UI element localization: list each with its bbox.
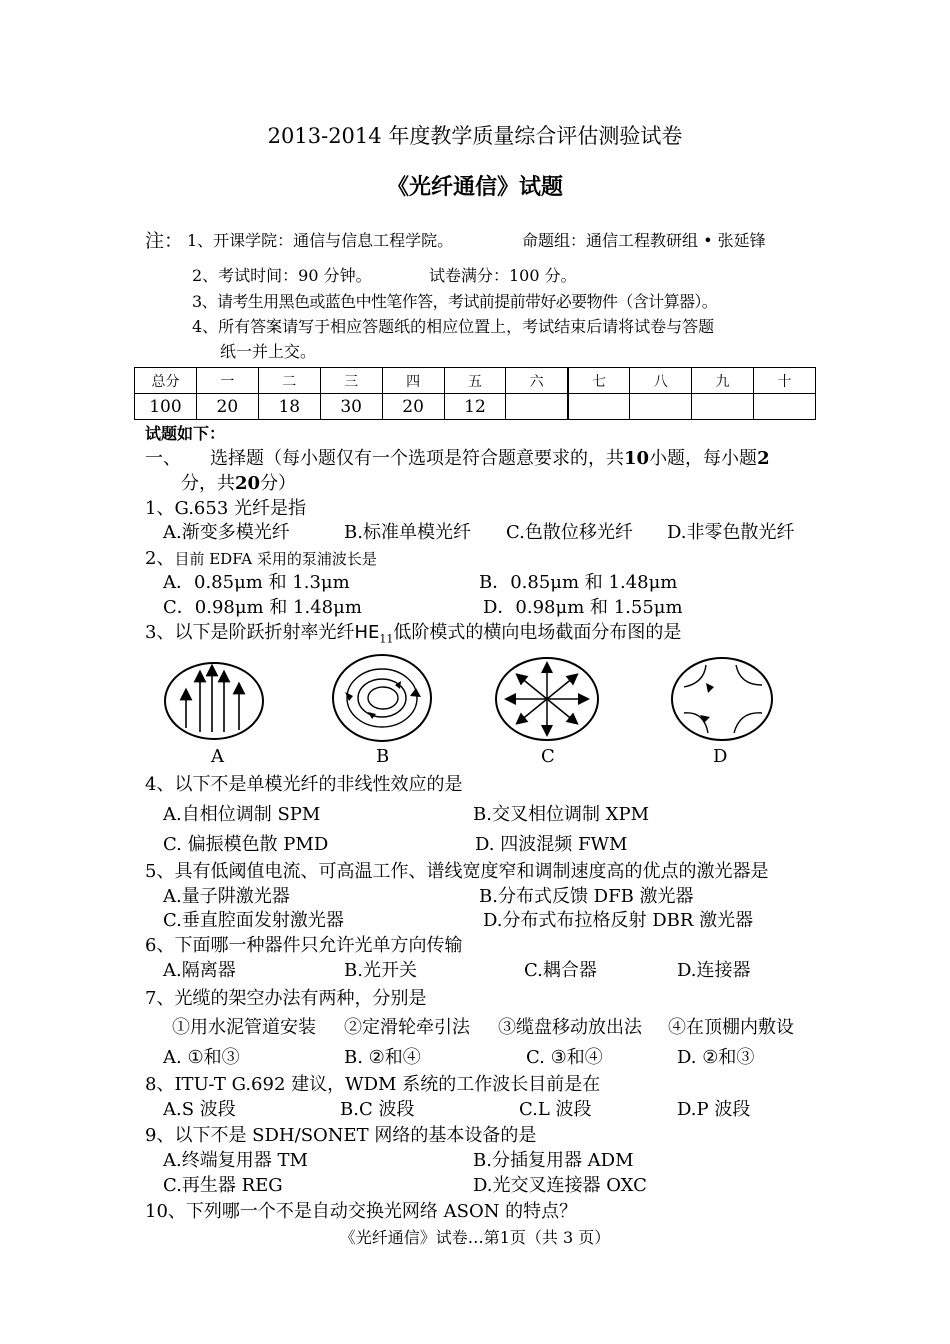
score-value-4: 20 (382, 394, 444, 420)
questions-intro: 试题如下： (145, 424, 226, 443)
score-value-6 (506, 394, 568, 420)
q4-stem: 4、以下不是单模光纤的非线性效应的是 (145, 774, 463, 795)
score-table (134, 367, 816, 420)
score-value-9 (692, 394, 754, 420)
q3-figure-b (330, 652, 434, 744)
note-2-score: 试卷满分：100 分。 (429, 266, 577, 285)
q2-option-a: A．0.85μm 和 1.3μm (163, 572, 350, 593)
score-value-8 (630, 394, 692, 420)
q3-figure-c (494, 655, 600, 743)
q4-option-d: D. 四波混频 FWM (475, 834, 628, 855)
exam-title: 2013-2014 年度教学质量综合评估测验试卷 (267, 124, 683, 148)
section-1-total: 20 (235, 473, 261, 494)
q8-stem: 8、ITU-T G.692 建议，WDM 系统的工作波长目前是在 (145, 1074, 601, 1095)
q10-stem: 10、下列哪一个不是自动交换光网络 ASON 的特点？ (145, 1201, 578, 1222)
q7-option-b: B. ②和④ (344, 1047, 421, 1068)
q3-figure-c-label: C (541, 746, 555, 767)
q6-option-a: A.隔离器 (163, 960, 236, 981)
note-1-college: 1、开课学院：通信与信息工程学院。 (187, 231, 454, 250)
q7-item-2: ②定滑轮牵引法 (344, 1017, 470, 1038)
q3-stem (145, 621, 681, 652)
score-header-8: 八 (630, 368, 692, 394)
section-1-heading-b: 小题，每小题 (649, 448, 758, 469)
q7-option-a: A. ①和③ (163, 1047, 240, 1068)
notes-label: 注： (145, 230, 184, 252)
q8-option-b: B.C 波段 (340, 1099, 415, 1120)
q8-option-c: C.L 波段 (519, 1099, 592, 1120)
q3-stem-b: 低阶模式的横向电场截面分布图的是 (393, 622, 682, 643)
score-header-1: 一 (196, 368, 258, 394)
q3-he-subscript: 11 (379, 632, 394, 646)
q9-option-d: D.光交叉连接器 OXC (473, 1175, 647, 1196)
score-table-header-row (135, 368, 816, 394)
q4-option-c: C. 偏振模色散 PMD (163, 834, 329, 855)
score-header-5: 五 (444, 368, 506, 394)
q3-figure-b-label: B (376, 746, 390, 767)
section-1-heading-c: 分，共 (181, 473, 235, 494)
score-value-1: 20 (196, 394, 258, 420)
q2-stem: 目前 EDFA 采用的泵浦波长是 (174, 550, 377, 568)
score-value-2: 18 (258, 394, 320, 420)
score-value-7 (568, 394, 630, 420)
note-3: 3、请考生用黑色或蓝色中性笔作答，考试前提前带好必要物件（含计算器）。 (192, 292, 718, 311)
q7-item-1: ①用水泥管道安装 (172, 1017, 316, 1038)
section-1-heading-a: 选择题（每小题仅有一个选项是符合题意要求的，共 (210, 448, 624, 469)
score-header-total: 总分 (135, 368, 197, 394)
note-2-time: 2、考试时间：90 分钟。 (192, 266, 372, 285)
q6-option-d: D.连接器 (677, 960, 751, 981)
note-4: 4、所有答案请写于相应答题纸的相应位置上，考试结束后请将试卷与答题 (192, 317, 715, 336)
q6-option-c: C.耦合器 (524, 960, 597, 981)
q5-option-c: C.垂直腔面发射激光器 (163, 910, 344, 931)
q5-option-b: B.分布式反馈 DFB 激光器 (479, 886, 694, 907)
q2-number: 2、 (145, 548, 175, 569)
score-header-4: 四 (382, 368, 444, 394)
score-value-3: 30 (320, 394, 382, 420)
q5-option-a: A.量子阱激光器 (163, 886, 290, 907)
section-1-count: 10 (624, 448, 650, 469)
q4-option-a: A.自相位调制 SPM (163, 804, 321, 825)
q1-option-a: A.渐变多模光纤 (163, 522, 290, 543)
section-1-number: 一、 (145, 448, 181, 469)
q3-he: HE (354, 622, 380, 643)
section-1-heading-cont (181, 472, 296, 496)
q3-figure-a (163, 660, 265, 742)
score-table-value-row (135, 394, 816, 420)
q3-figure-d (670, 655, 774, 743)
score-value-total: 100 (135, 394, 197, 420)
q3-stem-a: 3、以下是阶跃折射率光纤 (145, 622, 355, 643)
q5-stem: 5、具有低阈值电流、可高温工作、谱线宽度窄和调制速度高的优点的激光器是 (145, 861, 769, 882)
q7-option-d: D. ②和③ (677, 1047, 755, 1068)
q2-stem-line (145, 547, 377, 571)
q7-item-4: ④在顶棚内敷设 (668, 1017, 794, 1038)
q6-option-b: B.光开关 (344, 960, 417, 981)
score-header-9: 九 (692, 368, 754, 394)
q2-option-d: D．0.98μm 和 1.55μm (483, 597, 683, 618)
q9-stem: 9、以下不是 SDH/SONET 网络的基本设备的是 (145, 1125, 537, 1146)
q9-option-b: B.分插复用器 ADM (473, 1150, 634, 1171)
q7-stem: 7、光缆的架空办法有两种，分别是 (145, 988, 427, 1009)
score-header-6: 六 (506, 368, 568, 394)
score-value-10 (754, 394, 816, 420)
q2-option-c: C．0.98μm 和 1.48μm (163, 597, 362, 618)
q2-option-b: B．0.85μm 和 1.48μm (479, 572, 678, 593)
score-header-3: 三 (320, 368, 382, 394)
q9-option-c: C.再生器 REG (163, 1175, 283, 1196)
note-1-group: 命题组：通信工程教研组 • 张延锋 (522, 231, 766, 250)
section-1-heading (210, 447, 770, 471)
q7-item-3: ③缆盘移动放出法 (498, 1017, 642, 1038)
section-1-points: 2 (757, 448, 770, 469)
q1-stem: 1、G.653 光纤是指 (145, 498, 306, 519)
note-4-cont: 纸一并上交。 (220, 342, 317, 361)
q8-option-a: A.S 波段 (163, 1099, 236, 1120)
q1-option-c: C.色散位移光纤 (506, 522, 633, 543)
q7-option-c: C. ③和④ (526, 1047, 603, 1068)
section-1-heading-d: 分） (260, 473, 297, 494)
q9-option-a: A.终端复用器 TM (163, 1150, 308, 1171)
q3-figure-d-label: D (713, 746, 728, 767)
q6-stem: 6、下面哪一种器件只允许光单方向传输 (145, 935, 463, 956)
q4-option-b: B.交叉相位调制 XPM (473, 804, 650, 825)
score-header-10: 十 (754, 368, 816, 394)
score-header-2: 二 (258, 368, 320, 394)
q1-option-d: D.非零色散光纤 (667, 522, 795, 543)
score-value-5: 12 (444, 394, 506, 420)
q1-option-b: B.标准单模光纤 (344, 522, 471, 543)
score-header-7: 七 (568, 368, 630, 394)
page-footer: 《光纤通信》试卷…第1页（共 3 页） (339, 1228, 611, 1247)
exam-subtitle: 《光纤通信》试题 (386, 175, 563, 200)
q3-figure-a-label: A (211, 746, 224, 767)
q5-option-d: D.分布式布拉格反射 DBR 激光器 (483, 910, 754, 931)
q8-option-d: D.P 波段 (677, 1099, 751, 1120)
